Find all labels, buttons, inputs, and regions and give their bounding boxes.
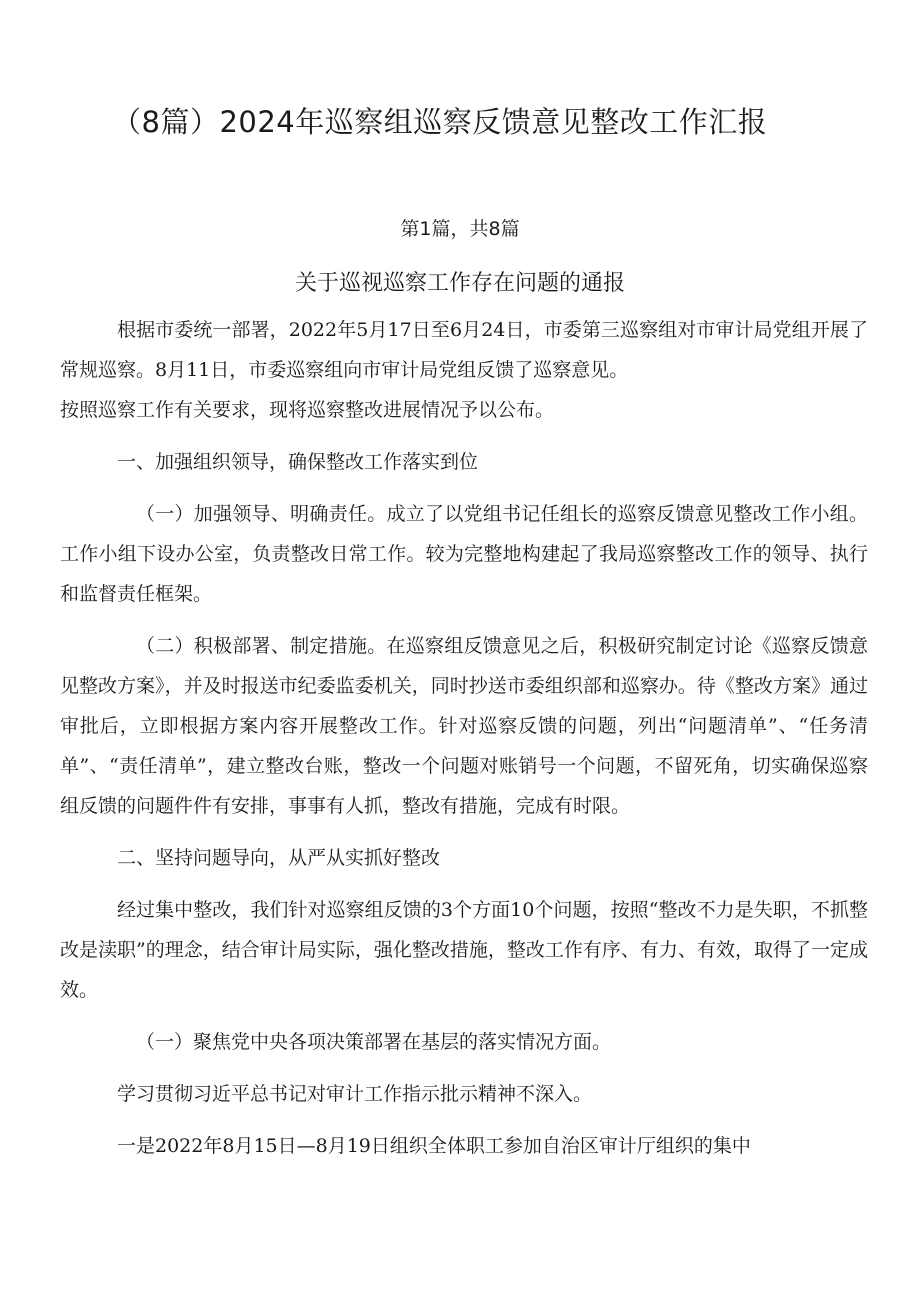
document-body [60, 310, 868, 1166]
section-subtitle: 关于巡视巡察工作存在问题的通报 [294, 271, 625, 296]
heading-section-1: 一、加强组织领导，确保整改工作落实到位 [117, 451, 479, 473]
document-title: （8篇）2024年巡察组巡察反馈意见整改工作汇报 [112, 105, 768, 139]
heading-section-2: 二、坚持问题导向，从严从实抓好整改 [117, 847, 441, 869]
paragraph-announce: 按照巡察工作有关要求，现将巡察整改进展情况予以公布。 [60, 399, 555, 421]
paragraph-issue: 学习贯彻习近平总书记对审计工作指示批示精神不深入。 [117, 1083, 593, 1105]
paragraph-results: 经过集中整改，我们针对巡察组反馈的3个方面10个问题，按照“整改不力是失职，不抓整改是渎职”的理念，结合审计局实际，强化整改措施，整改工作有序、有力、有效，取得了一定成效。 [60, 899, 868, 1001]
part-label: 第1篇，共8篇 [400, 218, 520, 240]
paragraph-item-1: 一是2022年8月15日—8月19日组织全体职工参加自治区审计厅组织的集中 [117, 1135, 751, 1157]
paragraph-leadership: （一）加强领导、明确责任。成立了以党组书记任组长的巡察反馈意见整改工作小组。工作小组下设办公室，负责整改日常工作。较为完整地构建起了我局巡察整改工作的领导、执行和监督责任框架。 [60, 503, 868, 605]
paragraph-intro: 根据市委统一部署，2022年5月17日至6月24日，市委第三巡察组对市审计局党组开展了常规巡察。8月11日，市委巡察组向市审计局党组反馈了巡察意见。 [60, 319, 868, 381]
paragraph-measures: （二）积极部署、制定措施。在巡察组反馈意见之后，积极研究制定讨论《巡察反馈意见整改方案》，并及时报送市纪委监委机关，同时抄送市委组织部和巡察办。待《整改方案》通过审批后，立即根据方案内容开展整改工作。针对巡察反馈的问题，列出“问题清单”、“任务清单”、“责任清单”，建立整改台账，整改一个问题对账销号一个问题，不留死角，切实确保巡察组反馈的问题件件有安排，事事有人抓，整改有措施，完成有时限。 [60, 635, 868, 817]
heading-subsection-1: （一）聚焦党中央各项决策部署在基层的落实情况方面。 [136, 1031, 612, 1053]
